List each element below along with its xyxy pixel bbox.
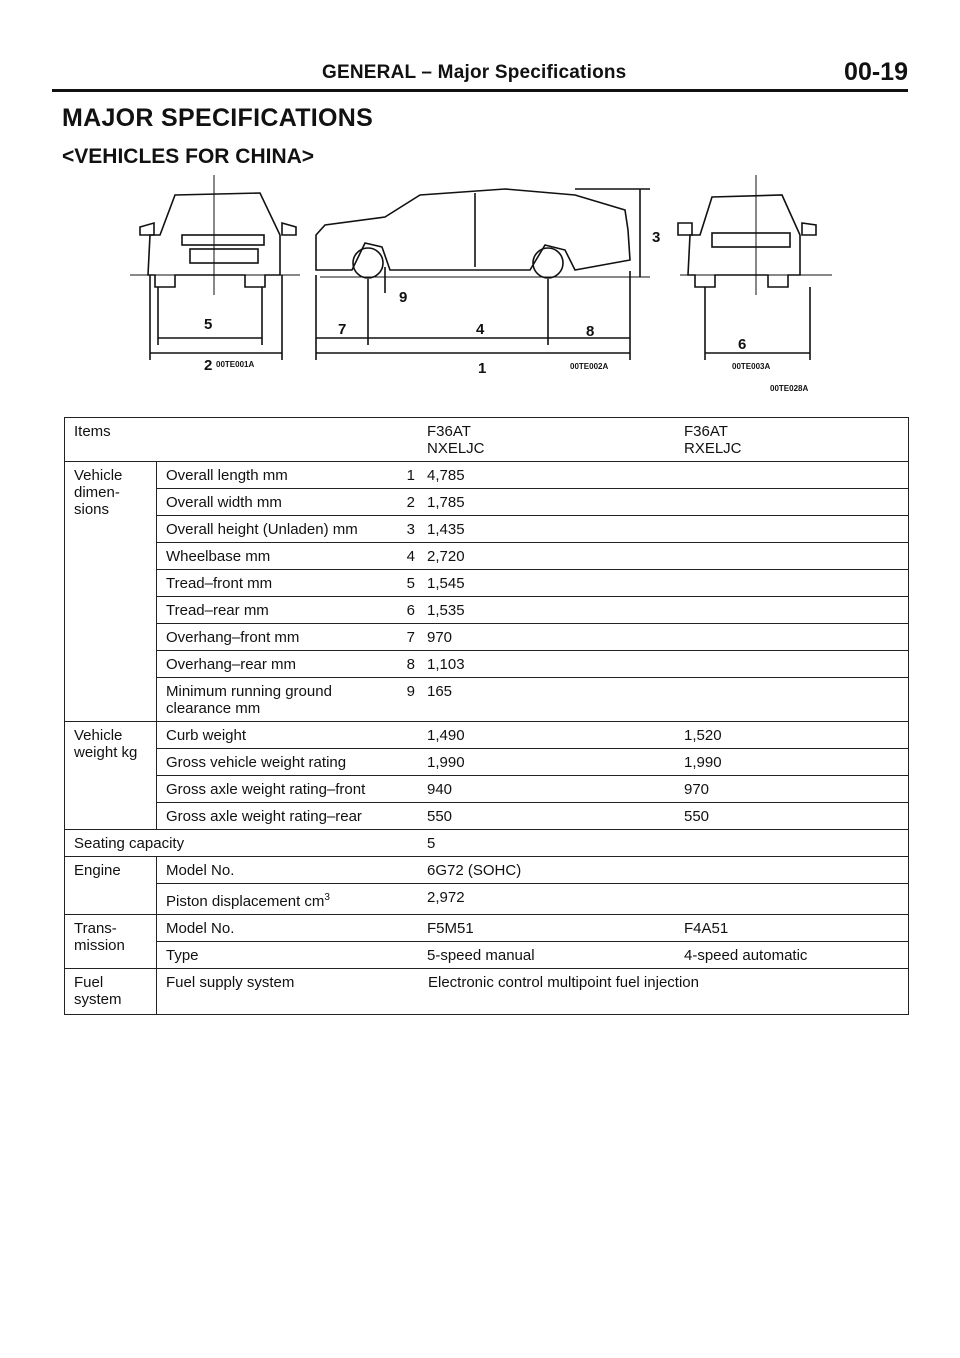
table-row: Type 5-speed manual 4-speed automatic xyxy=(65,942,909,969)
table-row: Minimum running ground clearance mm 9 165 xyxy=(65,678,909,722)
header-rule xyxy=(52,89,908,92)
table-row: Gross vehicle weight rating 1,990 1,990 xyxy=(65,749,909,776)
table-row: Vehicle dimen- sions Overall length mm 1 4,785 xyxy=(65,462,909,489)
table-row: Trans- mission Model No. F5M51 F4A51 xyxy=(65,915,909,942)
callout-2: 2 xyxy=(204,357,213,374)
table-header-row xyxy=(65,418,909,462)
table-row: Overhang–front mm 7 970 xyxy=(65,624,909,651)
section-title: GENERAL – Major Specifications xyxy=(322,62,627,83)
vehicle-dimension-figure xyxy=(120,175,850,405)
callout-3: 3 xyxy=(652,229,661,246)
page-header xyxy=(52,58,908,92)
page-subtitle: <VEHICLES FOR CHINA> xyxy=(62,145,315,168)
callout-4: 4 xyxy=(476,321,485,338)
table-row: Piston displacement $cm^3$ 2,972 xyxy=(65,884,909,915)
code-front: 00TE001A xyxy=(216,360,255,369)
callout-8: 8 xyxy=(586,323,595,340)
code-overall: 00TE028A xyxy=(770,384,809,393)
header-col2: F36AT RXELJC xyxy=(684,423,742,457)
group-weight: Vehicle weight kg xyxy=(65,722,157,830)
group-seating: Seating capacity xyxy=(65,830,420,857)
table-row: Gross axle weight rating–rear 550 550 xyxy=(65,803,909,830)
code-side: 00TE002A xyxy=(570,362,609,371)
table-row: Seating capacity 5 xyxy=(65,830,909,857)
callout-6: 6 xyxy=(738,336,747,353)
callout-7: 7 xyxy=(338,321,347,338)
table-row: Overhang–rear mm 8 1,103 xyxy=(65,651,909,678)
callout-5: 5 xyxy=(204,316,213,333)
table-row: Tread–front mm 5 1,545 xyxy=(65,570,909,597)
table-row: Engine Model No. 6G72 (SOHC) xyxy=(65,857,909,884)
group-fuel: Fuel system xyxy=(65,969,157,1015)
specifications-table xyxy=(64,417,909,1015)
callout-1: 1 xyxy=(478,360,487,377)
front-view-drawing xyxy=(130,175,300,360)
header-items: Items xyxy=(74,423,111,440)
table-row: Overall height (Unladen) mm 3 1,435 xyxy=(65,516,909,543)
table-row: Fuel system Fuel supply system Electronic control multipoint fuel injection xyxy=(65,969,909,1015)
header-col1: F36AT NXELJC xyxy=(427,423,485,457)
code-rear: 00TE003A xyxy=(732,362,771,371)
table-row: Gross axle weight rating–front 940 970 xyxy=(65,776,909,803)
group-engine: Engine xyxy=(65,857,157,915)
callout-9: 9 xyxy=(399,289,408,306)
table-row: Vehicle weight kg Curb weight 1,490 1,520 xyxy=(65,722,909,749)
group-dimensions: Vehicle dimen- sions xyxy=(65,462,157,722)
table-row: Tread–rear mm 6 1,535 xyxy=(65,597,909,624)
group-transmission: Trans- mission xyxy=(65,915,157,969)
page-number: 00-19 xyxy=(844,58,908,86)
page-title: MAJOR SPECIFICATIONS xyxy=(62,104,374,132)
table-row: Overall width mm 2 1,785 xyxy=(65,489,909,516)
table-row: Wheelbase mm 4 2,720 xyxy=(65,543,909,570)
rear-view-drawing xyxy=(678,175,832,360)
